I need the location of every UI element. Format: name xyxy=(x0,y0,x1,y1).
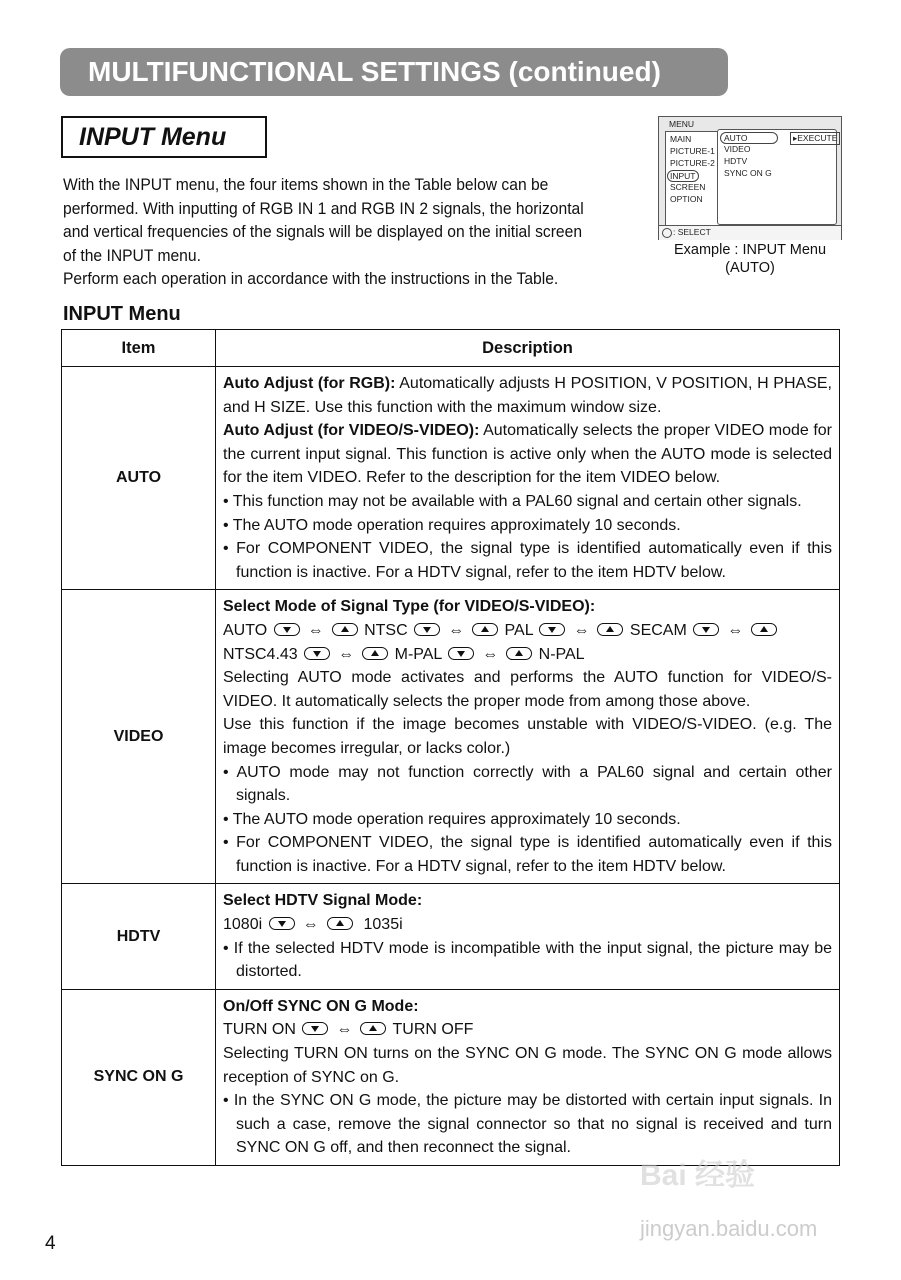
mode-n-pal: N-PAL xyxy=(538,645,585,663)
submenu-panel xyxy=(717,129,837,225)
up-arrow-icon xyxy=(332,623,358,636)
mode-pal: PAL xyxy=(504,621,533,639)
auto-rgb-text: Automatically adjusts H POSITION, V POSITION, H PHASE, and H SIZE. Use this function with the maximum window size. xyxy=(223,375,832,416)
submenu-item-auto: AUTO xyxy=(720,132,778,144)
desc-cell-sync-on-g xyxy=(216,989,840,1165)
hdtv-bullet-1: • If the selected HDTV mode is incompatible with the input signal, the picture may be distorted. xyxy=(223,939,832,981)
example-menu-screenshot xyxy=(658,116,842,240)
menu-list xyxy=(665,131,718,229)
intro-instruction: Perform each operation in accordance with the instructions in the Table. xyxy=(63,269,559,288)
menu-item-input: INPUT xyxy=(667,170,699,182)
mode-turn-on: TURN ON xyxy=(223,1021,296,1039)
sync-para-1: Selecting TURN ON turns on the SYNC ON G mode. The SYNC ON G mode allows reception of SYNC on G. xyxy=(223,1045,832,1086)
auto-bullet-3: • For COMPONENT VIDEO, the signal type is identified automatically even if this function is inactive. For a HDTV signal, refer to the item HDTV below. xyxy=(223,540,832,581)
submenu-item-hdtv: HDTV xyxy=(724,156,748,166)
caption-line-1: Example : INPUT Menu xyxy=(673,242,827,258)
hdtv-mode-sequence xyxy=(223,913,832,937)
down-arrow-icon xyxy=(448,647,474,660)
video-bullet-3: • For COMPONENT VIDEO, the signal type is identified automatically even if this function is inactive. For a HDTV signal, refer to the item HDTV below. xyxy=(223,834,832,875)
mode-m-pal: M-PAL xyxy=(394,645,442,663)
item-cell-video: VIDEO xyxy=(62,590,216,884)
video-bullet-2: • The AUTO mode operation requires approximately 10 seconds. xyxy=(223,810,681,828)
table-header-row xyxy=(62,330,840,367)
auto-video-text: Automatically selects the proper VIDEO mode for the current input signal. This function is active only when the AUTO mode is selected for the item VIDEO. Refer to the description for the item VIDEO below. xyxy=(223,422,833,487)
swap-icon: ⇔ xyxy=(307,621,324,639)
down-arrow-icon xyxy=(302,1022,328,1035)
down-arrow-icon xyxy=(304,647,330,660)
video-heading: Select Mode of Signal Type (for VIDEO/S-VIDEO): xyxy=(223,598,596,616)
caption-line-2: (AUTO) xyxy=(725,260,775,276)
up-arrow-icon xyxy=(472,623,498,636)
auto-video-heading: Auto Adjust (for VIDEO/S-VIDEO): xyxy=(223,422,480,440)
swap-icon: ⇔ xyxy=(573,621,590,639)
intro-text xyxy=(63,173,587,291)
auto-rgb-heading: Auto Adjust (for RGB): xyxy=(223,375,396,392)
mode-ntsc443: NTSC4.43 xyxy=(223,645,298,663)
mode-auto: AUTO xyxy=(223,621,268,639)
sync-bullet-1: • In the SYNC ON G mode, the picture may be distorted with certain input signals. In such a case, remove the signal connector so that no signal is received and turn SYNC ON G off, and then reconnect the signal. xyxy=(223,1092,832,1157)
section-title: INPUT Menu xyxy=(61,116,267,158)
watermark-logo: Bai 经验 xyxy=(640,1159,756,1192)
swap-icon: ⇔ xyxy=(482,645,499,663)
execute-label: ▸EXECUTE xyxy=(790,132,840,145)
hdtv-heading: Select HDTV Signal Mode: xyxy=(223,892,423,910)
intro-paragraph: With the INPUT menu, the four items shown in the Table below can be performed. With inputting of RGB IN 1 and RGB IN 2 signals, the horizontal and vertical frequencies of the signals will be displayed on the initial screen of the INPUT menu. xyxy=(63,175,584,265)
mode-secam: SECAM xyxy=(629,621,687,639)
auto-rgb-para xyxy=(223,372,832,419)
menu-item-option: OPTION xyxy=(670,194,703,204)
auto-video-para xyxy=(223,419,832,490)
desc-cell-video xyxy=(216,590,840,884)
menu-item-picture-1: PICTURE-1 xyxy=(670,146,715,156)
item-cell-hdtv: HDTV xyxy=(62,884,216,989)
joystick-icon xyxy=(662,228,672,238)
up-arrow-icon xyxy=(327,917,353,930)
menu-item-main: MAIN xyxy=(670,134,692,144)
item-cell-sync-on-g: SYNC ON G xyxy=(62,989,216,1165)
header-item: Item xyxy=(62,330,216,367)
down-arrow-icon xyxy=(693,623,719,636)
up-arrow-icon xyxy=(597,623,623,636)
down-arrow-icon xyxy=(274,623,300,636)
down-arrow-icon xyxy=(539,623,565,636)
swap-icon: ⇔ xyxy=(338,645,355,663)
video-para-2: Use this function if the image becomes unstable with VIDEO/S-VIDEO. (e.g. The image becomes irregular, or lacks color.) xyxy=(223,716,832,757)
desc-cell-hdtv xyxy=(216,884,840,989)
up-arrow-icon xyxy=(506,647,532,660)
up-arrow-icon xyxy=(362,647,388,660)
swap-icon: ⇔ xyxy=(448,621,465,639)
video-para-1: Selecting AUTO mode activates and performs the AUTO function for VIDEO/S-VIDEO. It automatically selects the proper mode from among those above. xyxy=(223,669,832,710)
swap-icon: ⇔ xyxy=(302,916,319,934)
menu-item-picture-2: PICTURE-2 xyxy=(670,158,715,168)
header-description: Description xyxy=(216,330,840,367)
mode-turn-off: TURN OFF xyxy=(392,1021,474,1039)
sync-heading: On/Off SYNC ON G Mode: xyxy=(223,997,419,1015)
mode-1080i: 1080i xyxy=(223,916,263,934)
swap-icon: ⇔ xyxy=(727,621,744,639)
up-arrow-icon xyxy=(360,1022,386,1035)
menu-item-screen: SCREEN xyxy=(670,182,706,192)
menu-label: MENU xyxy=(669,119,695,129)
table-row-auto xyxy=(62,367,840,590)
video-bullet-1: • AUTO mode may not function correctly with a PAL60 signal and certain other signals. xyxy=(223,763,832,805)
select-hint: : SELECT xyxy=(673,227,711,237)
input-menu-table xyxy=(61,329,840,1166)
video-mode-sequence xyxy=(223,619,832,666)
desc-cell-auto xyxy=(216,367,840,590)
page-banner: MULTIFUNCTIONAL SETTINGS (continued) xyxy=(60,48,728,96)
swap-icon: ⇔ xyxy=(336,1021,353,1039)
down-arrow-icon xyxy=(414,623,440,636)
item-cell-auto: AUTO xyxy=(62,367,216,590)
auto-bullet-1: • This function may not be available with a PAL60 signal and certain other signals. xyxy=(223,492,802,510)
table-title: INPUT Menu xyxy=(63,303,181,325)
mode-1035i: 1035i xyxy=(363,916,403,934)
table-row-hdtv xyxy=(62,884,840,989)
submenu-item-video: VIDEO xyxy=(724,144,751,154)
table-row-sync-on-g xyxy=(62,989,840,1165)
sync-mode-sequence xyxy=(223,1018,832,1042)
mode-ntsc: NTSC xyxy=(364,621,408,639)
auto-bullet-2: • The AUTO mode operation requires approximately 10 seconds. xyxy=(223,516,681,534)
up-arrow-icon xyxy=(751,623,777,636)
watermark-url: jingyan.baidu.com xyxy=(640,1216,818,1241)
table-row-video xyxy=(62,590,840,884)
submenu-item-sync-on-g: SYNC ON G xyxy=(724,168,772,178)
screenshot-footer xyxy=(659,225,841,240)
page-number: 4 xyxy=(45,1233,56,1254)
down-arrow-icon xyxy=(269,917,295,930)
screenshot-caption xyxy=(652,241,848,277)
